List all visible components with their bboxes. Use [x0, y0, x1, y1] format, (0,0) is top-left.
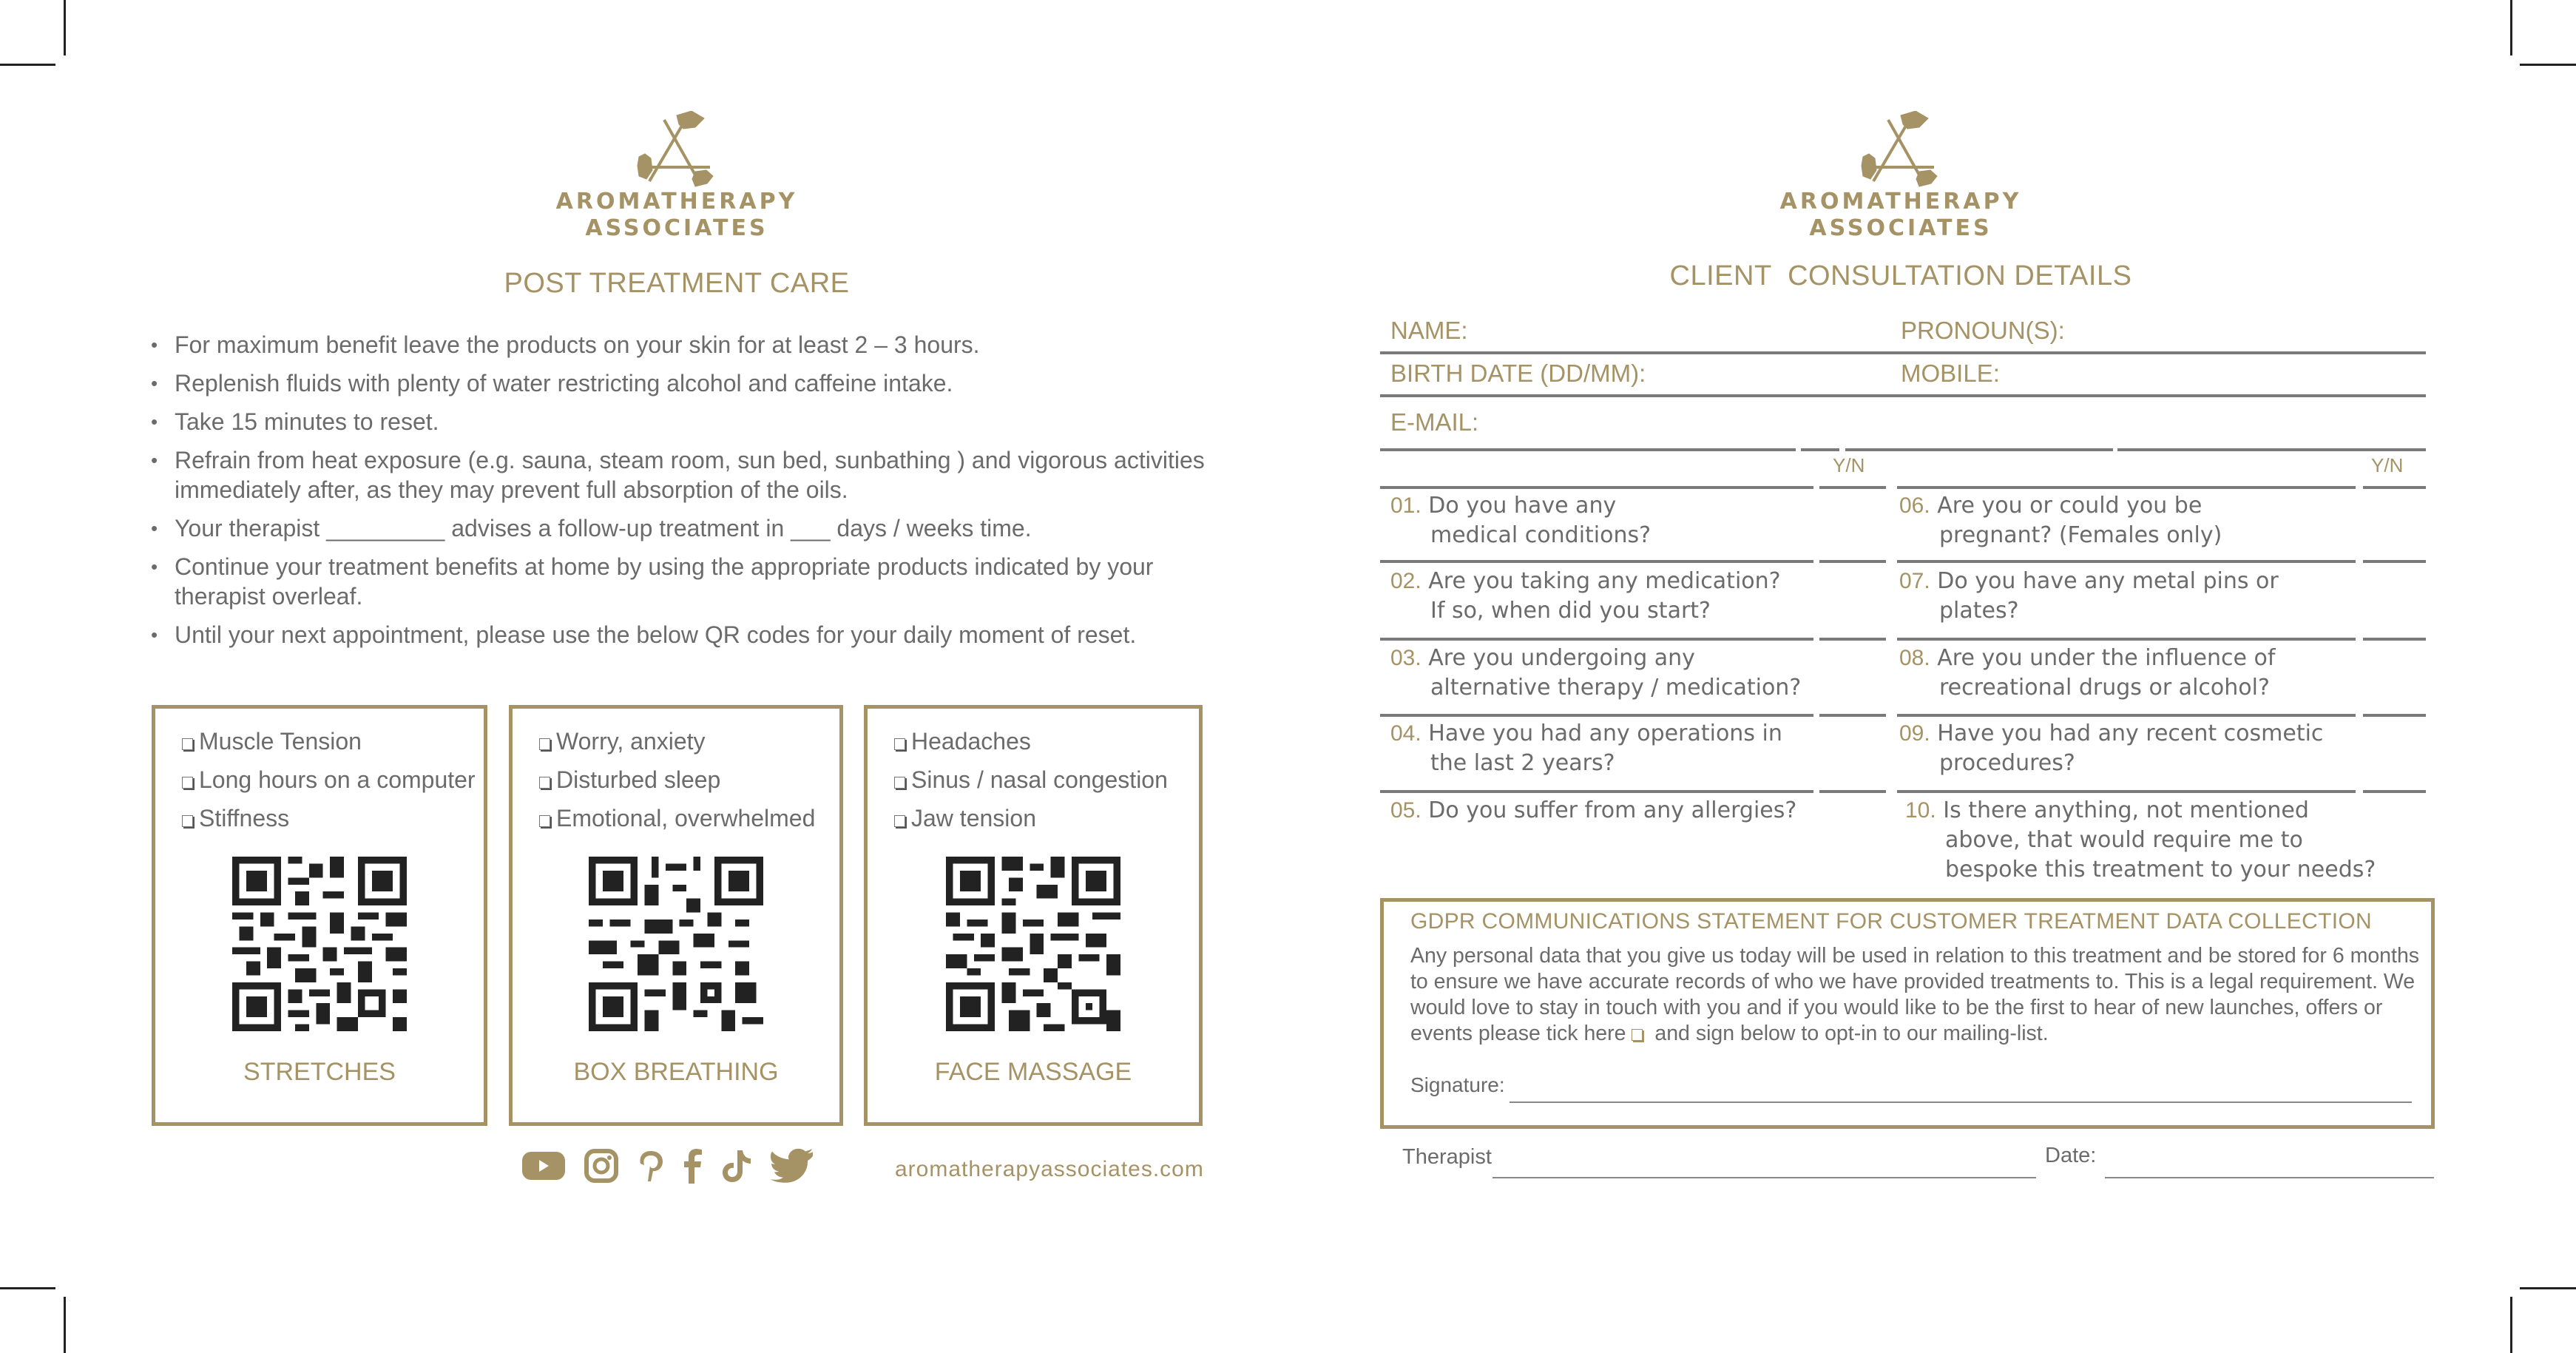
checkbox-icon[interactable] [539, 815, 550, 827]
question-06: 06. Are you or could you be pregnant? (Females only) [1899, 493, 2222, 548]
question-05: 05. Do you suffer from any allergies? [1390, 797, 1797, 823]
question-01: 01. Do you have any medical conditions? [1390, 493, 1652, 548]
page-title-consultation: CLIENT CONSULTATION DETAILS [1669, 260, 2132, 291]
yn-answer-right-1[interactable] [2363, 486, 2426, 489]
yn-answer-right-4[interactable] [2363, 714, 2426, 717]
crop-mark [0, 1287, 55, 1289]
checkbox-icon[interactable] [894, 738, 905, 750]
qr-label: FACE MASSAGE [934, 1058, 1132, 1086]
checklist-item[interactable]: Emotional, overwhelmed [539, 799, 815, 837]
question-07: 07. Do you have any metal pins or plates? [1899, 568, 2279, 624]
list-item: • Take 15 minutes to reset. [148, 407, 1220, 436]
checkbox-icon[interactable] [539, 738, 550, 750]
yn-header: Y/N [2371, 454, 2404, 476]
divider [1380, 714, 1813, 717]
birth-date-field-label: BIRTH DATE (DD/MM): [1390, 360, 1646, 387]
checklist-item[interactable]: Stiffness [182, 799, 476, 837]
pronouns-field-label: PRONOUN(S): [1901, 317, 2065, 344]
birth-date-input-line[interactable] [1380, 394, 2426, 397]
yn-answer-left-4[interactable] [1819, 714, 1886, 717]
crop-mark [2520, 64, 2576, 66]
checkbox-icon[interactable] [182, 738, 193, 750]
twitter-icon[interactable] [771, 1148, 814, 1187]
qr-label: BOX BREATHING [573, 1058, 779, 1086]
signature-label: Signature: [1410, 1073, 1505, 1096]
list-item: • Replenish fluids with plenty of water restricting alcohol and caffeine intake. [148, 368, 1220, 398]
signature-input-line[interactable] [1510, 1101, 2412, 1103]
brand-name: AROMATHERAPY ASSOCIATES [555, 189, 798, 241]
gdpr-statement-box [1380, 898, 2435, 1129]
date-input-line[interactable] [2105, 1177, 2434, 1178]
list-item: • Continue your treatment benefits at home by using the appropriate products indicated by your therapist overleaf. [148, 552, 1220, 611]
checklist-item[interactable]: Sinus / nasal congestion [894, 760, 1168, 799]
date-label: Date: [2045, 1144, 2097, 1167]
crop-mark [0, 64, 55, 66]
gdpr-title: GDPR COMMUNICATIONS STATEMENT FOR CUSTOMER TREATMENT DATA COLLECTION [1410, 909, 2372, 934]
yn-answer-left-3[interactable] [1819, 638, 1886, 641]
qr-code-icon[interactable] [589, 857, 763, 1031]
checkbox-icon[interactable] [539, 777, 550, 789]
qr-label: STRETCHES [243, 1058, 396, 1086]
qr-code-icon[interactable] [232, 857, 407, 1031]
question-03: 03. Are you undergoing any alternative therapy / medication? [1390, 645, 1802, 701]
checkbox-icon[interactable] [894, 815, 905, 827]
therapist-label: Therapist [1402, 1145, 1492, 1169]
pinterest-icon[interactable] [638, 1149, 664, 1186]
crop-mark [2510, 1297, 2512, 1353]
list-item: • For maximum benefit leave the products on your skin for at least 2 – 3 hours. [148, 330, 1220, 360]
question-02: 02. Are you taking any medication? If so, when did you start? [1390, 568, 1781, 624]
checkbox-icon[interactable] [182, 815, 193, 827]
list-item: • Refrain from heat exposure (e.g. sauna, steam room, sun bed, sunbathing ) and vigorous activities immediately after, as they may prevent full absorption of the oils. [148, 445, 1220, 505]
yn-answer-left-1[interactable] [1819, 486, 1886, 489]
list-item: • Until your next appointment, please use the below QR codes for your daily moment of reset. [148, 620, 1220, 649]
therapist-input-line[interactable] [1492, 1177, 2036, 1178]
youtube-icon[interactable] [522, 1150, 565, 1184]
question-08: 08. Are you under the influence of recreational drugs or alcohol? [1899, 645, 2276, 701]
checkbox-icon[interactable] [182, 777, 193, 789]
opt-in-checkbox[interactable] [1632, 1029, 1643, 1041]
name-input-line[interactable] [1380, 351, 2426, 354]
question-10: 10. Is there anything, not mentioned above, that would require me to bespoke this treatment to your needs? [1905, 797, 2376, 883]
divider [1897, 714, 2356, 717]
yn-answer-right-5[interactable] [2363, 790, 2426, 793]
yn-answer-right-3[interactable] [2363, 638, 2426, 641]
checklist-item[interactable]: Headaches [894, 722, 1168, 760]
crop-mark [64, 1297, 66, 1353]
checklist-item[interactable]: Long hours on a computer [182, 760, 476, 799]
crop-mark [2520, 1287, 2576, 1289]
yn-answer-right-2[interactable] [2363, 560, 2426, 563]
qr-box-stretches [152, 705, 487, 1126]
divider [1801, 448, 1839, 451]
divider [1380, 790, 1813, 793]
tiktok-icon[interactable] [722, 1149, 751, 1186]
crop-mark [64, 0, 66, 55]
checkbox-icon[interactable] [894, 777, 905, 789]
email-field-label: E-MAIL: [1390, 408, 1479, 436]
facebook-icon[interactable] [683, 1148, 703, 1187]
gdpr-body: Any personal data that you give us today will be used in relation to this treatment and be stored for 6 months to ensure we have accurate records of who we have provided treatments to. This is a legal requirement. We would love to stay in touch with you and if you would like to be the first to hear of new launches, offers or events please tick here and sign below to opt-in to our mailing-list. [1410, 944, 2420, 1045]
care-instructions-list [148, 330, 1220, 658]
divider [1897, 790, 2356, 793]
question-04: 04. Have you had any operations in the last 2 years? [1390, 721, 1782, 776]
logo-flower-icon [1860, 111, 1941, 189]
divider [1845, 448, 2113, 451]
instagram-icon[interactable] [584, 1149, 618, 1186]
list-item: • Your therapist _________ advises a follow-up treatment in ___ days / weeks time. [148, 513, 1220, 543]
checklist-item[interactable]: Muscle Tension [182, 722, 476, 760]
social-links [522, 1148, 814, 1187]
crop-mark [2510, 0, 2512, 55]
yn-answer-left-2[interactable] [1819, 560, 1886, 563]
yn-header: Y/N [1833, 454, 1865, 476]
divider [1897, 486, 2356, 489]
name-field-label: NAME: [1390, 317, 1468, 344]
divider [1380, 486, 1813, 489]
website-link[interactable]: aromatherapyassociates.com [895, 1157, 1204, 1181]
divider [1897, 560, 2356, 563]
logo-flower-icon [636, 111, 717, 189]
qr-box-face-massage [864, 705, 1203, 1126]
checklist-item[interactable]: Disturbed sleep [539, 760, 815, 799]
brand-logo [1768, 111, 2034, 242]
yn-answer-left-5[interactable] [1819, 790, 1886, 793]
question-09: 09. Have you had any recent cosmetic procedures? [1899, 721, 2324, 776]
divider [1380, 560, 1813, 563]
page-title-post-treatment: POST TREATMENT CARE [504, 268, 850, 299]
divider [1897, 638, 2356, 641]
divider [2117, 448, 2426, 451]
brand-logo [544, 111, 810, 242]
divider [1380, 638, 1813, 641]
qr-box-box-breathing [509, 705, 843, 1126]
divider [1380, 448, 1796, 451]
qr-code-icon[interactable] [946, 857, 1120, 1031]
brand-name: AROMATHERAPY ASSOCIATES [1779, 189, 2022, 241]
checklist-item[interactable]: Worry, anxiety [539, 722, 815, 760]
mobile-field-label: MOBILE: [1901, 360, 2000, 387]
checklist-item[interactable]: Jaw tension [894, 799, 1168, 837]
